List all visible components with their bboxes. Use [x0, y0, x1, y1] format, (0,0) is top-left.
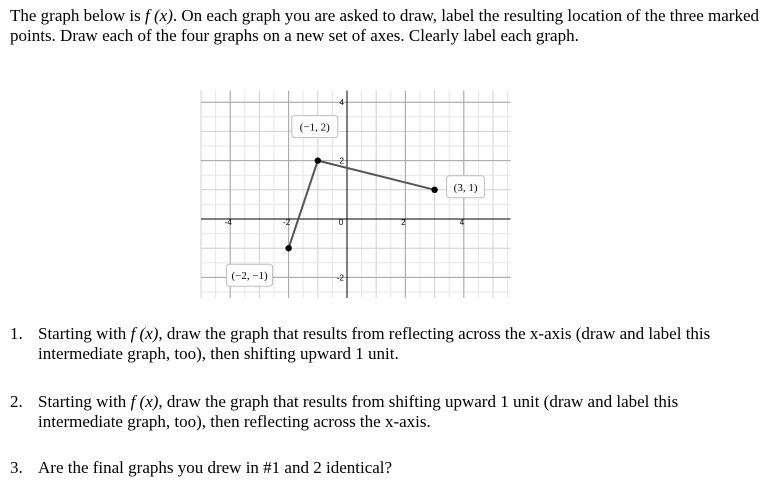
intro-fx: f (x) [145, 6, 173, 25]
x-tick-label: 4 [459, 218, 465, 227]
intro-text-before: The graph below is [10, 6, 146, 25]
marked-point [285, 245, 291, 251]
y-tick-label: -2 [336, 273, 344, 283]
intro-text-after: . On each graph you are asked to draw, label the resulting location of the three marked points. Draw each of the four graphs on a new set of axes. Clearly label each graph. [10, 6, 759, 45]
marked-point [315, 157, 321, 163]
y-tick-label: 2 [339, 156, 344, 166]
x-tick-label: -2 [283, 218, 291, 227]
point-label: (−2, −1) [231, 270, 268, 283]
x-tick-label: -4 [224, 218, 232, 227]
x-tick-label: 0 [338, 218, 344, 227]
question-1-text: Starting with f (x), draw the graph that results from reflecting across the x-axis (draw and label this intermediate graph, too), then shifting upward 1 unit. [38, 324, 711, 363]
point-label: (3, 1) [453, 181, 478, 194]
question-2-number: 2. [10, 392, 23, 411]
y-tick-label: 4 [339, 98, 344, 108]
graph-point-labels [224, 116, 485, 287]
question-3-text: Are the final graphs you drew in #1 and 2 identical? [38, 458, 393, 477]
question-2-text: Starting with f (x), draw the graph that results from shifting upward 1 unit (draw and label this intermediate graph, too), then reflecting across the x-axis. [38, 392, 679, 431]
marked-point [431, 187, 437, 193]
point-label: (−1, 2) [299, 121, 330, 134]
question-3-number: 3. [10, 458, 23, 477]
question-1-number: 1. [10, 324, 23, 343]
x-tick-label: 2 [401, 218, 406, 227]
